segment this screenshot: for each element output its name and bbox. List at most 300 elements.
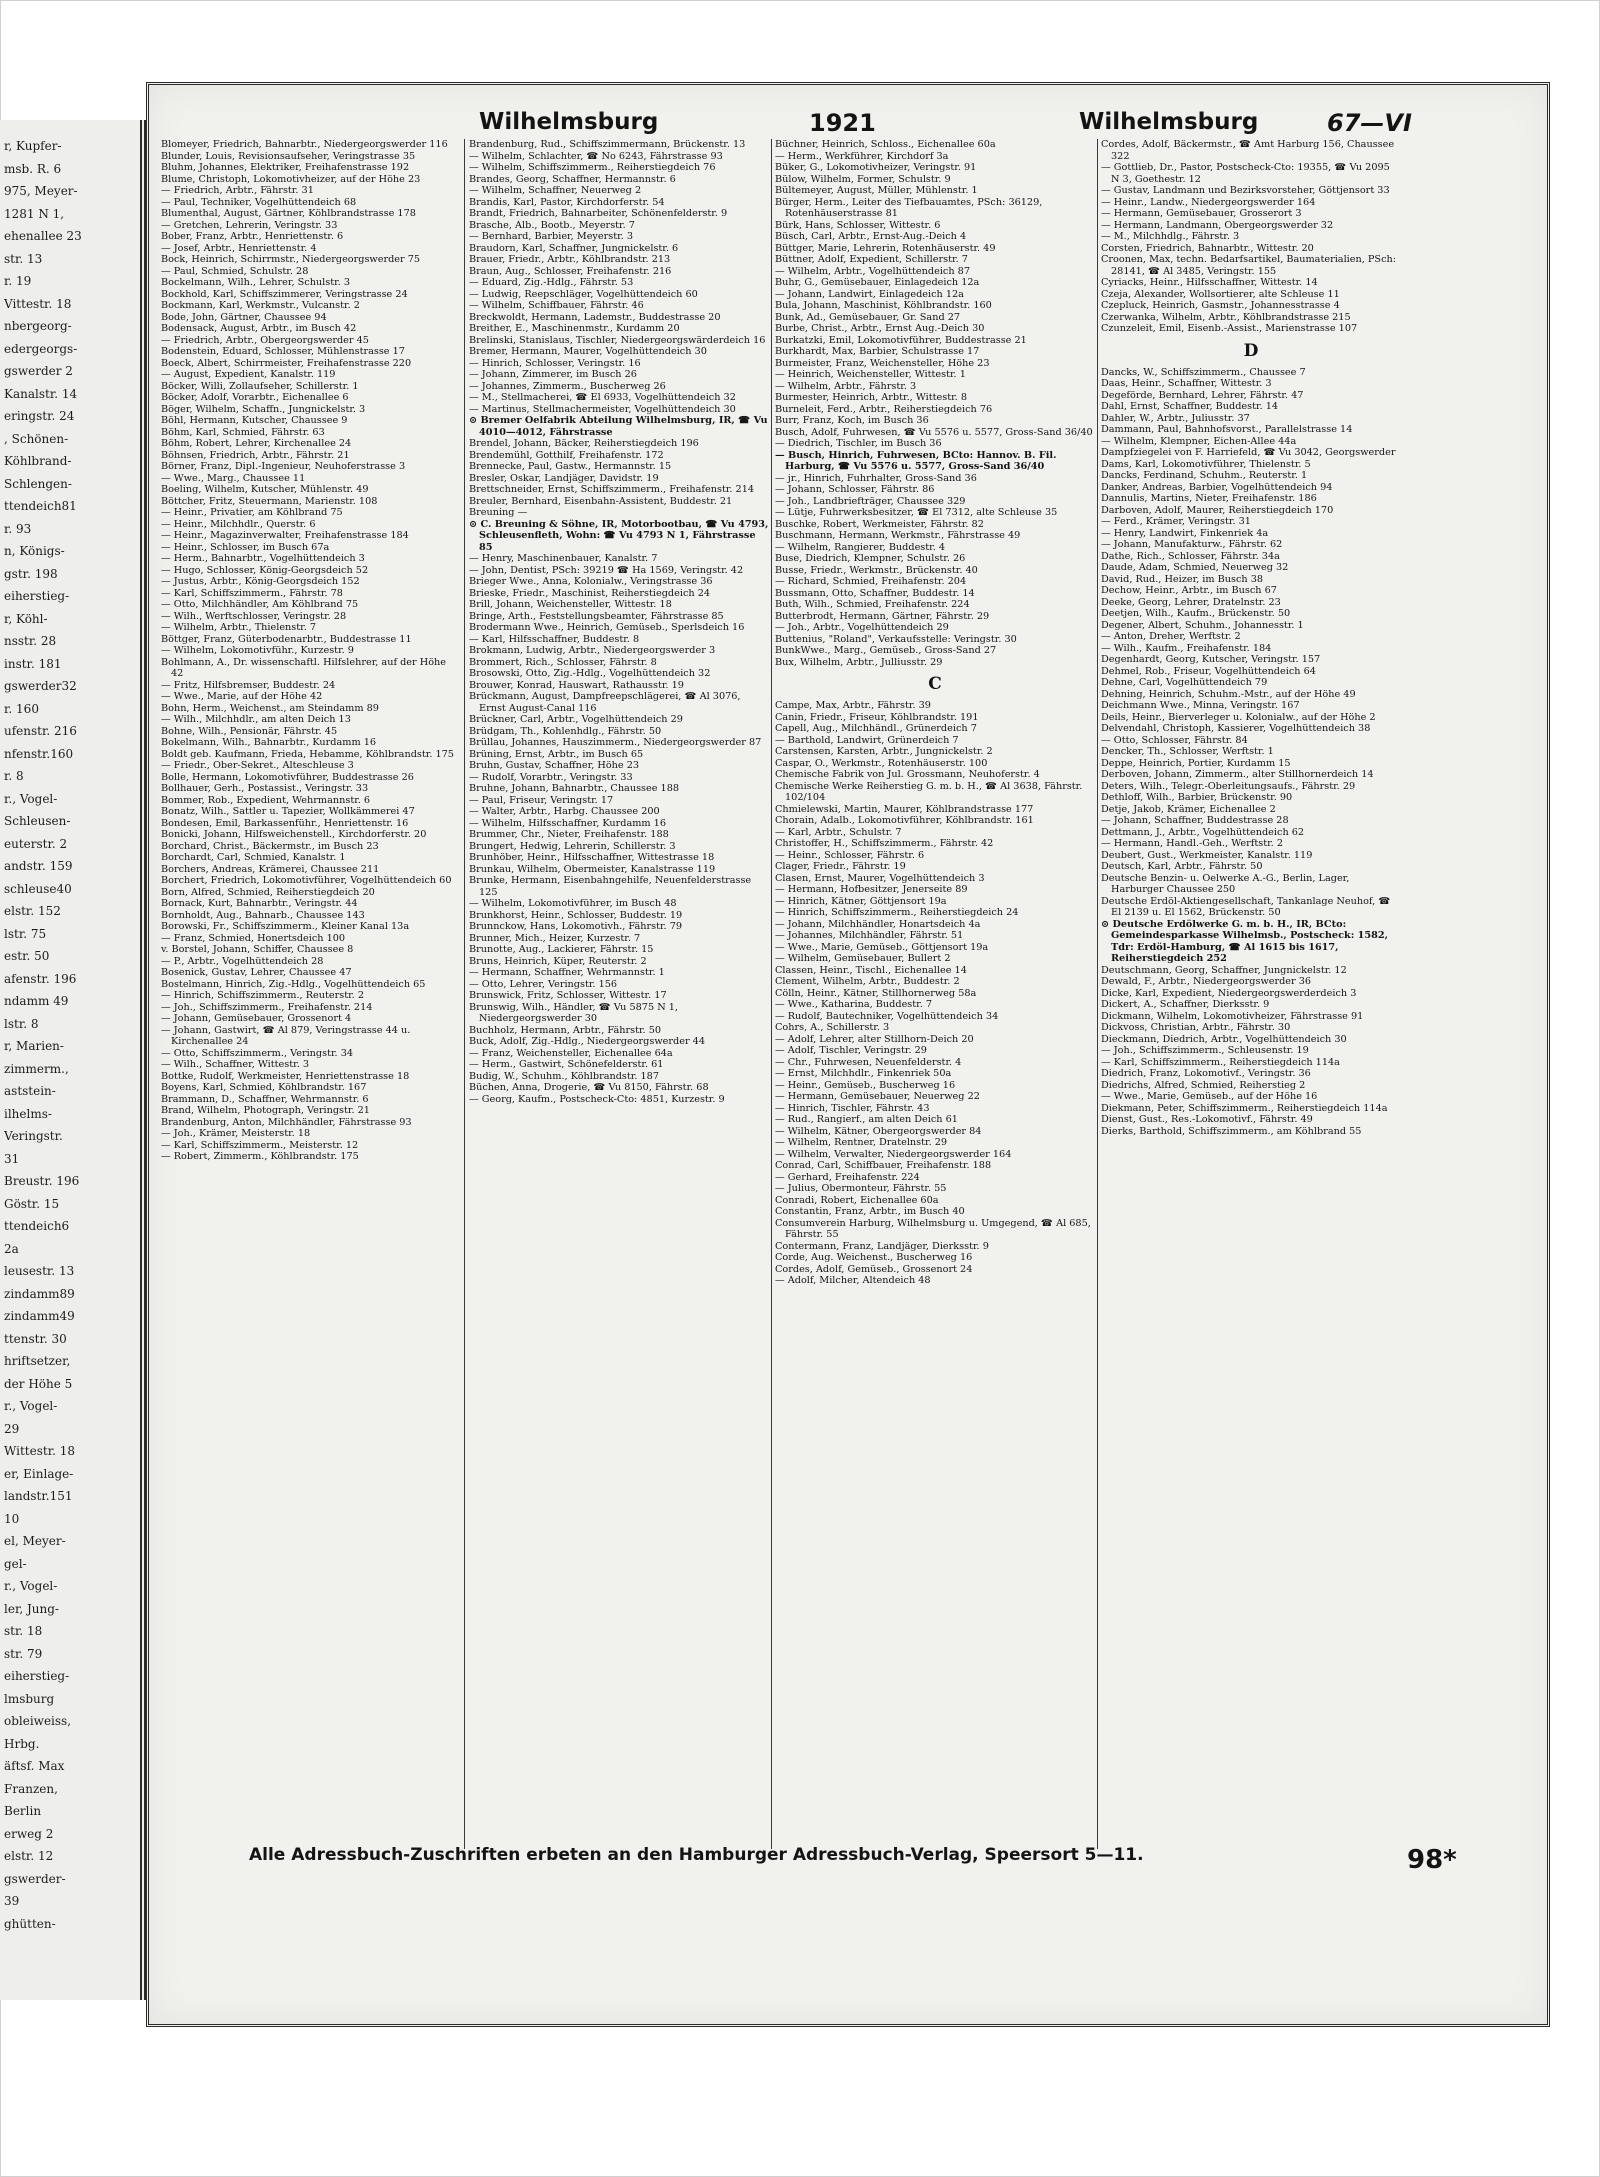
directory-entry: Bottke, Rudolf, Werkmeister, Henriettenstrasse 18 — [161, 1070, 410, 1082]
left-page-fragment: ttenstr. 30 — [4, 1331, 67, 1346]
directory-entry: Bussmann, Otto, Schaffner, Buddestr. 14 — [775, 587, 975, 599]
left-page-fragment: Kanalstr. 14 — [4, 386, 78, 401]
left-page-fragment: ndamm 49 — [4, 994, 69, 1008]
directory-entry: Brand, Wilhelm, Photograph, Veringstr. 21 — [161, 1105, 370, 1116]
directory-entry: — Busch, Hinrich, Fuhrwesen, BCto: Hannov. B. Fil. Harburg, ☎ Vu 5576 u. 5577, Gross-Sand 36/40 — [775, 449, 1057, 472]
directory-entry: — Johannes, Milchhändler, Fährstr. 51 — [775, 930, 964, 941]
left-page-fragment: zindamm89 — [4, 1286, 75, 1301]
directory-entry: — Hermann, Gemüsebauer, Grosserort 3 — [1101, 208, 1302, 219]
left-page-fragment: r. 160 — [4, 701, 39, 716]
directory-entry: Corsten, Friedrich, Bahnarbtr., Wittestr. 20 — [1101, 242, 1314, 254]
directory-entry: Croonen, Max, techn. Bedarfsartikel, Baumaterialien, PSch: 28141, ☎ Al 3485, Veringstr. 155 — [1101, 254, 1396, 277]
directory-entry: Deils, Heinr., Bierverleger u. Kolonialw., auf der Höhe 2 — [1101, 711, 1376, 723]
directory-entry: Dannulis, Martins, Nieter, Freihafenstr. 186 — [1101, 493, 1317, 504]
left-page-fragment: gstr. 198 — [4, 566, 58, 581]
directory-entry: Degenhardt, Georg, Kutscher, Veringstr. 157 — [1101, 654, 1321, 665]
column-divider — [464, 139, 465, 1849]
directory-entry: Dancks, Ferdinand, Schuhm., Reuterstr. 1 — [1101, 470, 1308, 481]
left-page-fragment: n, Königs- — [4, 544, 65, 558]
directory-entry: Brandenburg, Anton, Milchhändler, Fährstrasse 93 — [161, 1116, 412, 1128]
directory-entry: — Wilhelm, Klempner, Eichen-Allee 44a — [1101, 435, 1297, 447]
directory-entry: Detje, Jakob, Krämer, Eichenallee 2 — [1101, 803, 1276, 815]
directory-entry: — Otto, Schlosser, Fährstr. 84 — [1101, 734, 1248, 746]
directory-entry: Deutsch, Karl, Arbtr., Fährstr. 50 — [1101, 861, 1263, 872]
directory-entry: Bohne, Wilh., Pensionär, Fährstr. 45 — [161, 725, 338, 737]
directory-entry: Carstensen, Karsten, Arbtr., Jungnickelstr. 2 — [775, 746, 993, 757]
directory-entry: Buschke, Robert, Werkmeister, Fährstr. 82 — [775, 518, 984, 530]
directory-entry: — Heinr., Schlosser, Fährstr. 6 — [775, 849, 925, 861]
directory-entry: Burkhardt, Max, Barbier, Schulstrasse 17 — [775, 346, 980, 357]
left-page-fragment: ilhelms- — [4, 1106, 52, 1121]
directory-entry: Bruhne, Johann, Bahnarbtr., Chaussee 188 — [469, 783, 680, 794]
left-page-fragment: lstr. 75 — [4, 926, 47, 941]
directory-entry: — P., Arbtr., Vogelhüttendeich 28 — [161, 955, 324, 967]
directory-entry: Budig, W., Schuhm., Köhlbrandstr. 187 — [469, 1070, 659, 1082]
left-page-fragment: msb. R. 6 — [4, 161, 62, 176]
directory-entry: — Hinrich, Kätner, Göttjensort 19a — [775, 895, 947, 907]
left-page-fragment: r., Vogel- — [4, 1579, 58, 1593]
directory-entry: Brunswig, Wilh., Händler, ☎ Vu 5875 N 1, Niedergeorgswerder 30 — [469, 1001, 679, 1024]
directory-entry: — Otto, Lehrer, Veringstr. 156 — [469, 978, 618, 990]
directory-entry: — Johann, Schaffner, Buddestrasse 28 — [1101, 815, 1289, 826]
header-place-right: Wilhelmsburg — [1079, 109, 1259, 135]
directory-entry: Brüllau, Johannes, Hauszimmerm., Niedergeorgswerder 87 — [469, 737, 762, 748]
column-divider — [771, 139, 772, 1849]
directory-entry: — Heinr., Privatier, am Köhlbrand 75 — [161, 507, 343, 518]
directory-entry: — Wwe., Marg., Chaussee 11 — [161, 472, 306, 484]
directory-entry: — Paul, Friseur, Veringstr. 17 — [469, 794, 614, 806]
directory-entry: — Hermann, Hofbesitzer, Jenerseite 89 — [775, 884, 968, 895]
directory-entry: — Friedrich, Arbtr., Obergeorgswerder 45 — [161, 334, 369, 346]
directory-entry: Brüdgam, Th., Kohlenhdlg., Fährstr. 50 — [469, 725, 662, 737]
directory-entry: Deichmann Wwe., Minna, Veringstr. 167 — [1101, 700, 1300, 711]
directory-entry: — Wilhelm, Gemüsebauer, Bullert 2 — [775, 953, 951, 964]
directory-entry: — Herm., Bahnarbtr., Vogelhüttendeich 3 — [161, 553, 365, 564]
left-page-fragment: äftsf. Max — [4, 1759, 65, 1773]
left-page-fragment: gswerder- — [4, 1871, 66, 1886]
left-page-fragment: eiherstieg- — [4, 589, 70, 603]
directory-entry: Bültemeyer, August, Müller, Mühlenstr. 1 — [775, 185, 978, 196]
directory-entry: Bode, John, Gärtner, Chaussee 94 — [161, 311, 327, 323]
left-page-fragment: nsstr. 28 — [4, 634, 57, 648]
directory-entry: Brelinski, Stanislaus, Tischler, Niedergeorgswärderdeich 16 — [469, 334, 766, 346]
directory-entry: BunkWwe., Marg., Gemüseb., Gross-Sand 27 — [775, 645, 997, 656]
directory-entry: — Wilhelm, Verwalter, Niedergeorgswerder 164 — [775, 1148, 1012, 1160]
directory-entry: Dampfziegelei von F. Harriefeld, ☎ Vu 3042, Georgswerder — [1101, 447, 1396, 458]
directory-entry: Brennecke, Paul, Gastw., Hermannstr. 15 — [469, 461, 672, 472]
directory-entry: — Hinrich, Schiffszimmerm., Reuterstr. 2 — [161, 990, 364, 1001]
directory-entry: Burmeister, Franz, Weichensteller, Höhe 23 — [775, 357, 990, 369]
directory-entry: — Henry, Maschinenbauer, Kanalstr. 7 — [469, 553, 658, 564]
directory-entry: Daude, Adam, Schmied, Neuerweg 32 — [1101, 562, 1289, 573]
left-page-fragment: Berlin — [4, 1804, 42, 1818]
directory-entry: — Gerhard, Freihafenstr. 224 — [775, 1171, 920, 1183]
directory-entry: Böhl, Hermann, Kutscher, Chaussee 9 — [161, 415, 348, 426]
directory-column-1 — [161, 139, 461, 1849]
directory-entry: Cordes, Adolf, Bäckermstr., ☎ Amt Harburg 156, Chaussee 322 — [1101, 139, 1395, 162]
directory-entry: — Karl, Schiffszimmerm., Reiherstiegdeich 114a — [1101, 1056, 1340, 1068]
directory-entry: Brückmann, August, Dampfreepschlägerei, ☎ Al 3076, Ernst August-Canal 116 — [469, 691, 741, 714]
left-page-fragment: str. 18 — [4, 1624, 43, 1638]
directory-entry: — Herm., Gastwirt, Schönefelderstr. 61 — [469, 1059, 664, 1070]
left-page-fragment: hriftsetzer, — [4, 1354, 71, 1368]
left-page-fragment: 2a — [4, 1241, 19, 1256]
directory-column-2 — [469, 139, 769, 1849]
directory-entry: Dickvoss, Christian, Arbtr., Fährstr. 30 — [1101, 1022, 1291, 1033]
directory-entry: Böhm, Karl, Schmied, Fährstr. 63 — [161, 426, 325, 438]
directory-entry: — Ludwig, Reepschläger, Vogelhüttendeich 60 — [469, 288, 698, 300]
directory-entry: — Josef, Arbtr., Henriettenstr. 4 — [161, 242, 317, 254]
directory-entry: Constantin, Franz, Arbtr., im Busch 40 — [775, 1206, 965, 1217]
directory-entry: Classen, Heinr., Tischl., Eichenallee 14 — [775, 964, 967, 976]
directory-entry: Christoffer, H., Schiffszimmerm., Fährstr. 42 — [775, 838, 994, 849]
directory-entry: — Julius, Obermonteur, Fährstr. 55 — [775, 1183, 947, 1194]
left-page-fragment: el, Meyer- — [4, 1534, 66, 1548]
left-page-fragment: r., Vogel- — [4, 791, 58, 806]
directory-entry: — Karl, Hilfsschaffner, Buddestr. 8 — [469, 633, 640, 645]
directory-entry: — Paul, Schmied, Schulstr. 28 — [161, 265, 309, 277]
directory-entry: — Wilhelm, Schaffner, Neuerweg 2 — [469, 185, 642, 196]
directory-entry: — Johann, Milchhändler, Honartsdeich 4a — [775, 918, 981, 930]
directory-entry: Czepluck, Heinrich, Gasmstr., Johannesstrasse 4 — [1101, 300, 1340, 311]
section-letter: D — [1243, 340, 1259, 361]
directory-entry: Böger, Wilhelm, Schaffn., Jungnickelstr. 3 — [161, 403, 366, 415]
directory-entry: — M., Milchhdlg., Fährstr. 3 — [1101, 231, 1240, 242]
directory-entry: — Lütje, Fuhrwerksbesitzer, ☎ El 7312, alte Schleuse 35 — [775, 507, 1058, 518]
directory-entry: Borchard, Christ., Bäckermstr., im Busch 23 — [161, 840, 379, 852]
directory-entry: — Johann, Gemüsebauer, Grossenort 4 — [161, 1013, 352, 1024]
directory-entry: — Hermann, Gemüsebauer, Neuerweg 22 — [775, 1091, 980, 1102]
directory-entry: Deeke, Georg, Lehrer, Dratelnstr. 23 — [1101, 596, 1281, 608]
directory-entry: — Bernhard, Barbier, Meyerstr. 3 — [469, 231, 634, 242]
directory-entry: Bruhn, Gustav, Schaffner, Höhe 23 — [469, 760, 640, 771]
directory-entry: Brunke, Hermann, Eisenbahngehilfe, Neuenfelderstrasse 125 — [469, 875, 752, 898]
directory-entry: Dienst, Gust., Res.-Lokomotivf., Fährstr. 49 — [1101, 1114, 1313, 1125]
left-page-fragment: Wittestr. 18 — [4, 1444, 76, 1458]
left-page-fragment: ttendeich6 — [4, 1219, 70, 1233]
directory-entry: Brendemühl, Gotthilf, Freihafenstr. 172 — [469, 449, 664, 461]
directory-entry: — Franz, Weichensteller, Eichenallee 64a — [469, 1047, 673, 1059]
directory-entry: v. Borstel, Johann, Schiffer, Chaussee 8 — [161, 944, 354, 955]
directory-entry: — Georg, Kaufm., Postscheck-Cto: 4851, Kurzestr. 9 — [469, 1093, 725, 1105]
left-page-fragment: zimmerm., — [4, 1061, 69, 1076]
directory-entry: Deppe, Heinrich, Portier, Kurdamm 15 — [1101, 757, 1291, 769]
directory-entry: Bostelmann, Hinrich, Zig.-Hdlg., Vogelhüttendeich 65 — [161, 978, 426, 990]
directory-entry: — Joh., Krämer, Meisterstr. 18 — [161, 1128, 311, 1139]
directory-entry: Conrad, Carl, Schiffbauer, Freihafenstr. 188 — [775, 1160, 992, 1171]
directory-entry: Brunnckow, Hans, Lokomotivh., Fährstr. 79 — [469, 921, 683, 932]
left-page-fragment: , Schönen- — [4, 431, 69, 446]
directory-entry: Bock, Heinrich, Schirrmstr., Niedergeorgswerder 75 — [161, 254, 421, 265]
directory-entry: Börner, Franz, Dipl.-Ingenieur, Neuhoferstrasse 3 — [161, 461, 406, 472]
directory-entry: — Joh., Schiffszimmerm., Schleusenstr. 19 — [1101, 1045, 1309, 1056]
directory-entry: — Wilhelm, Schlachter, ☎ No 6243, Fährstrasse 93 — [469, 150, 723, 162]
directory-entry: Czerwanka, Wilhelm, Arbtr., Köhlbrandstrasse 215 — [1101, 311, 1351, 323]
directory-entry: Brunotte, Aug., Lackierer, Fährstr. 15 — [469, 944, 654, 955]
directory-entry: Capell, Aug., Milchhändl., Grünerdeich 7 — [775, 723, 977, 734]
directory-entry: — Wilhelm, Schiffszimmerm., Reiherstiegdeich 76 — [469, 162, 716, 173]
directory-entry: Böcker, Willi, Zollaufseher, Schillerstr. 1 — [161, 380, 359, 392]
directory-entry: Buse, Diedrich, Klempner, Schulstr. 26 — [775, 553, 966, 564]
directory-entry: Bürk, Hans, Schlosser, Wittestr. 6 — [775, 219, 941, 231]
left-page-fragment: ghütten- — [4, 1916, 56, 1931]
directory-entry: Buttenius, "Roland", Verkaufsstelle: Veringstr. 30 — [775, 633, 1017, 645]
left-page-fragment: r. 8 — [4, 769, 24, 783]
directory-entry: Cyriacks, Heinr., Hilfsschaffner, Wittestr. 14 — [1101, 277, 1318, 288]
directory-entry: Bolle, Hermann, Lokomotivführer, Buddestrasse 26 — [161, 771, 414, 783]
directory-entry: — Heinr., Schlosser, im Busch 67a — [161, 541, 330, 553]
directory-entry: Burkatzki, Emil, Lokomotivführer, Buddestrasse 21 — [775, 334, 1027, 346]
directory-entry: Deutschmann, Georg, Schaffner, Jungnickelstr. 12 — [1101, 964, 1347, 976]
directory-entry: — Wilhelm, Arbtr., Thielenstr. 7 — [161, 622, 317, 633]
directory-entry: Canin, Friedr., Friseur, Köhlbrandstr. 191 — [775, 711, 979, 723]
directory-entry: Breither, E., Maschinenmstr., Kurdamm 20 — [469, 323, 680, 334]
left-page-fragment: gel- — [4, 1556, 27, 1571]
directory-entry: — Wilhelm, Lokomotivführer, im Busch 48 — [469, 898, 677, 909]
left-page-fragment: euterstr. 2 — [4, 836, 68, 851]
directory-entry: — Wwe., Marie, Gemüseb., auf der Höhe 16 — [1101, 1091, 1318, 1102]
left-page-fragment: r. 19 — [4, 274, 32, 288]
directory-entry: — Hinrich, Schlosser, Veringstr. 16 — [469, 357, 641, 369]
left-page-fragment: lmsburg — [4, 1691, 55, 1706]
directory-entry: Bremer, Hermann, Maurer, Vogelhüttendeich 30 — [469, 346, 707, 357]
directory-entry: Buth, Wilh., Schmied, Freihafenstr. 224 — [775, 599, 970, 610]
directory-entry: Darboven, Adolf, Maurer, Reiherstiegdeich 170 — [1101, 504, 1334, 516]
directory-entry: Buschmann, Hermann, Werkmstr., Fährstrasse 49 — [775, 530, 1021, 541]
directory-entry: Bosenick, Gustav, Lehrer, Chaussee 47 — [161, 967, 352, 978]
directory-entry: Büttner, Adolf, Expedient, Schillerstr. 7 — [775, 254, 968, 265]
directory-entry: Dewald, F., Arbtr., Niedergeorgswerder 36 — [1101, 976, 1312, 987]
directory-entry: Diedrich, Franz, Lokomotivf., Veringstr. 36 — [1101, 1068, 1311, 1079]
left-page-fragment: instr. 181 — [4, 656, 62, 671]
left-page-fragment: 39 — [4, 1894, 20, 1908]
left-page-fragment: elstr. 152 — [4, 904, 61, 918]
directory-entry: — Hermann, Landmann, Obergeorgswerder 32 — [1101, 219, 1334, 231]
directory-entry: Böhm, Robert, Lehrer, Kirchenallee 24 — [161, 438, 352, 449]
directory-entry: Bula, Johann, Maschinist, Köhlbrandstr. 160 — [775, 300, 992, 311]
header-page-ref: 67—VI — [1327, 109, 1412, 137]
directory-entry: Corde, Aug. Weichenst., Buscherweg 16 — [775, 1252, 973, 1263]
left-page-fragment: nfenstr.160 — [4, 746, 74, 761]
directory-entry: Deters, Wilh., Telegr.-Oberleitungsaufs., Fährstr. 29 — [1101, 780, 1356, 792]
directory-entry: Dechow, Heinr., Arbtr., im Busch 67 — [1101, 585, 1277, 596]
section-letter: C — [928, 674, 942, 694]
directory-entry: — Karl, Arbtr., Schulstr. 7 — [775, 826, 902, 838]
directory-entry: Dams, Karl, Lokomotivführer, Thielenstr. 5 — [1101, 458, 1311, 470]
directory-entry: — Friedrich, Arbtr., Fährstr. 31 — [161, 185, 314, 196]
left-page-fragment: ufenstr. 216 — [4, 724, 77, 738]
left-page-fragment: 10 — [4, 1511, 20, 1526]
directory-entry: — Wilh., Werftschlosser, Veringstr. 28 — [161, 610, 347, 622]
directory-entry: Boeck, Albert, Schirrmeister, Freihafenstrasse 220 — [161, 357, 412, 369]
directory-entry: — Wilhelm, Rangierer, Buddestr. 4 — [775, 541, 946, 553]
directory-entry: — Hinrich, Schiffszimmerm., Reiherstiegdeich 24 — [775, 907, 1019, 918]
directory-entry: — Karl, Schiffszimmerm., Fährstr. 78 — [161, 587, 343, 599]
header-year: 1921 — [809, 109, 876, 137]
directory-entry: — Wilhelm, Kätner, Obergeorgswerder 84 — [775, 1125, 982, 1137]
directory-entry: — M., Stellmacherei, ☎ El 6933, Vogelhüttendeich 32 — [469, 392, 736, 403]
directory-entry: Burneleit, Ferd., Arbtr., Reiherstiegdeich 76 — [775, 403, 993, 415]
directory-entry: — Hinrich, Tischler, Fährstr. 43 — [775, 1102, 930, 1114]
directory-entry: Buhr, G., Gemüsebauer, Einlagedeich 12a — [775, 277, 980, 288]
directory-entry: Böhnsen, Friedrich, Arbtr., Fährstr. 21 — [161, 449, 350, 461]
directory-entry: — Adolf, Tischler, Veringstr. 29 — [775, 1045, 927, 1056]
header-place-left: Wilhelmsburg — [479, 109, 659, 135]
directory-entry: Dahl, Ernst, Schaffner, Buddestr. 14 — [1101, 401, 1279, 412]
directory-entry: Bockelmann, Wilh., Lehrer, Schulstr. 3 — [161, 277, 351, 288]
directory-entry: Dickert, A., Schaffner, Dierksstr. 9 — [1101, 999, 1270, 1010]
left-page-fragment: erweg 2 — [4, 1826, 54, 1841]
directory-entry: Dencker, Th., Schlosser, Werftstr. 1 — [1101, 746, 1274, 757]
directory-entry: — Johannes, Zimmerm., Buscherweg 26 — [469, 380, 666, 392]
directory-entry: Deetjen, Wilh., Kaufm., Brückenstr. 50 — [1101, 608, 1291, 619]
directory-entry: — Adolf, Milcher, Altendeich 48 — [775, 1275, 931, 1286]
directory-entry: Boldt geb. Kaufmann, Frieda, Hebamme, Köhlbrandstr. 175 — [161, 748, 454, 760]
directory-entry: — Johann, Landwirt, Einlagedeich 12a — [775, 288, 964, 300]
directory-entry: Bresler, Oskar, Landjäger, Davidstr. 19 — [469, 472, 659, 484]
left-page-fragment: schleuse40 — [4, 881, 72, 896]
directory-entry: — Heinr., Landw., Niedergeorgswerder 164 — [1101, 196, 1316, 208]
left-page-fragment: Franzen, — [4, 1781, 58, 1796]
directory-entry: — Martinus, Stellmachermeister, Vogelhüttendeich 30 — [469, 403, 736, 415]
left-page-fragment: 1281 N 1, — [4, 206, 65, 221]
directory-entry: — Joh., Landbriefträger, Chaussee 329 — [775, 495, 966, 507]
directory-entry: Bondesen, Emil, Barkassenführ., Henriettenstr. 16 — [161, 817, 409, 829]
directory-entry: — Wilh., Schaffner, Wittestr. 3 — [161, 1059, 310, 1070]
left-page-fragment: r, Marien- — [4, 1039, 64, 1053]
page-header — [149, 85, 1547, 145]
directory-entry: Cordes, Adolf, Gemüseb., Grossenort 24 — [775, 1263, 973, 1275]
directory-entry: Diedrichs, Alfred, Schmied, Reiherstieg 2 — [1101, 1079, 1306, 1091]
directory-entry: Brüning, Ernst, Arbtr., im Busch 65 — [469, 748, 644, 760]
directory-entry: — Franz, Schmied, Honertsdeich 100 — [161, 932, 346, 944]
left-page-fragment: 31 — [4, 1151, 20, 1166]
directory-entry: Burbe, Christ., Arbtr., Ernst Aug.-Deich 30 — [775, 323, 985, 334]
directory-entry: Czunzeleit, Emil, Eisenb.-Assist., Marienstrasse 107 — [1101, 323, 1358, 334]
directory-entry: — Walter, Arbtr., Harbg. Chaussee 200 — [469, 806, 660, 817]
directory-entry: — Rudolf, Bautechniker, Vogelhüttendeich 34 — [775, 1010, 999, 1022]
directory-entry: — Wilhelm, Lokomotivführ., Kurzestr. 9 — [161, 645, 354, 656]
directory-entry: — jr., Hinrich, Fuhrhalter, Gross-Sand 36 — [775, 472, 977, 484]
directory-entry: Bunk, Ad., Gemüsebauer, Gr. Sand 27 — [775, 311, 961, 323]
directory-entry: — Paul, Techniker, Vogelhüttendeich 68 — [161, 196, 357, 208]
left-page-fragment: andstr. 159 — [4, 859, 73, 873]
directory-entry: Böttger, Franz, Güterbodenarbtr., Buddestrasse 11 — [161, 633, 412, 645]
directory-entry: — Johann, Gastwirt, ☎ Al 879, Veringstrasse 44 u. Kirchenallee 24 — [161, 1024, 411, 1047]
directory-entry: — Eduard, Zig.-Hdlg., Fährstr. 53 — [469, 277, 634, 288]
directory-entry: Blomeyer, Friedrich, Bahnarbtr., Niedergeorgswerder 116 — [161, 139, 448, 150]
left-page-fragment: 975, Meyer- — [4, 184, 78, 198]
directory-entry: — Joh., Arbtr., Vogelhüttendeich 29 — [775, 622, 949, 633]
directory-entry: — Otto, Schiffszimmerm., Veringstr. 34 — [161, 1047, 354, 1059]
directory-entry: — Friedr., Ober-Sekret., Alteschleuse 3 — [161, 760, 354, 771]
directory-entry: Deutsche Benzin- u. Oelwerke A.-G., Berlin, Lager, Harburger Chaussee 250 — [1101, 872, 1350, 895]
left-page-fragment: Schleusen- — [4, 814, 71, 828]
directory-column-3 — [775, 139, 1095, 1849]
directory-entry: Clasen, Ernst, Maurer, Vogelhüttendeich 3 — [775, 872, 985, 884]
directory-entry: Bockhold, Karl, Schiffszimmerer, Veringstrasse 24 — [161, 288, 408, 300]
directory-entry: Chmielewski, Martin, Maurer, Köhlbrandstrasse 177 — [775, 803, 1034, 815]
directory-entry: Brunner, Mich., Heizer, Kurzestr. 7 — [469, 932, 641, 944]
directory-entry: Bollhauer, Gerh., Postassist., Veringstr. 33 — [161, 783, 369, 794]
directory-entry: Dierks, Barthold, Schiffszimmerm., am Köhlbrand 55 — [1101, 1125, 1362, 1137]
directory-entry: — Chr., Fuhrwesen, Neuenfelderstr. 4 — [775, 1056, 962, 1068]
directory-entry: Derboven, Johann, Zimmerm., alter Stillhornerdeich 14 — [1101, 769, 1374, 780]
directory-entry: Bruns, Heinrich, Küper, Reuterstr. 2 — [469, 955, 647, 967]
directory-entry: Chemische Fabrik von Jul. Grossmann, Neuhoferstr. 4 — [775, 769, 1040, 780]
directory-entry: Büchen, Anna, Drogerie, ☎ Vu 8150, Fährstr. 68 — [469, 1082, 709, 1093]
directory-entry: Brauer, Friedr., Arbtr., Köhlbrandstr. 213 — [469, 254, 671, 265]
directory-entry: Braudorn, Karl, Schaffner, Jungnickelstr. 6 — [469, 242, 679, 254]
left-page-fragment: lstr. 8 — [4, 1016, 39, 1031]
directory-entry: — Wilh., Milchhdlr., am alten Deich 13 — [161, 714, 351, 725]
directory-entry: Dehning, Heinrich, Schuhm.-Mstr., auf der Höhe 49 — [1101, 688, 1356, 700]
left-page-fragment: leusestr. 13 — [4, 1264, 75, 1278]
directory-entry: Cohrs, A., Schillerstr. 3 — [775, 1022, 890, 1033]
directory-entry: Breckwoldt, Hermann, Lademstr., Buddestrasse 20 — [469, 311, 721, 323]
adjacent-left-page — [0, 120, 146, 2000]
directory-entry: Bonicki, Johann, Hilfsweichenstell., Kirchdorferstr. 20 — [161, 829, 427, 840]
left-page-fragment: Vittestr. 18 — [4, 296, 72, 311]
directory-entry: Böttcher, Fritz, Steuermann, Marienstr. 108 — [161, 495, 378, 507]
directory-entry: Brosowski, Otto, Zig.-Hdlg., Vogelhüttendeich 32 — [469, 668, 711, 679]
directory-entry: — Wilhelm, Rentner, Dratelnstr. 29 — [775, 1137, 948, 1148]
directory-entry: Brunkhorst, Heinr., Schlosser, Buddestr. 19 — [469, 909, 683, 921]
directory-entry: Brandt, Friedrich, Bahnarbeiter, Schönenfelderstr. 9 — [469, 208, 728, 219]
directory-entry: Dancks, W., Schiffszimmerm., Chaussee 7 — [1101, 366, 1306, 378]
directory-entry: Caspar, O., Werkmstr., Rotenhäuserstr. 100 — [775, 757, 988, 769]
directory-entry: Delvendahl, Christoph, Kassierer, Vogelhüttendeich 38 — [1101, 723, 1371, 734]
directory-entry: Born, Alfred, Schmied, Reiherstiegdeich 20 — [161, 886, 375, 898]
directory-entry: — Hermann, Schaffner, Wehrmannstr. 1 — [469, 967, 665, 978]
directory-entry: — Henry, Landwirt, Finkenriek 4a — [1101, 527, 1269, 539]
directory-entry: Brieger Wwe., Anna, Kolonialw., Veringstrasse 36 — [469, 576, 713, 587]
directory-entry: Clement, Wilhelm, Arbtr., Buddestr. 2 — [775, 976, 960, 987]
directory-entry: Bluhm, Johannes, Elektriker, Freihafenstrasse 192 — [161, 162, 410, 173]
directory-entry: Brokmann, Ludwig, Arbtr., Niedergeorgswerder 3 — [469, 645, 716, 656]
directory-entry: Brendel, Johann, Bäcker, Reiherstiegdeich 196 — [469, 438, 699, 449]
directory-entry: Brettschneider, Ernst, Schiffszimmerm., Freihafenstr. 214 — [469, 484, 755, 495]
left-page-fragment: eringstr. 24 — [4, 409, 75, 423]
directory-entry: — Johann, Schlosser, Fährstr. 86 — [775, 484, 935, 495]
left-page-fragment: er, Einlage- — [4, 1466, 74, 1481]
directory-entry: — Herm., Werkführer, Kirchdorf 3a — [775, 150, 949, 162]
directory-entry: Dieckmann, Diedrich, Arbtr., Vogelhüttendeich 30 — [1101, 1033, 1347, 1045]
directory-entry: — Ferd., Krämer, Veringstr. 31 — [1101, 516, 1251, 527]
directory-entry: Dicke, Karl, Expedient, Niedergeorgswerderdeich 3 — [1101, 987, 1357, 999]
directory-entry: — Wilhelm, Schiffbauer, Fährstr. 46 — [469, 300, 644, 311]
directory-entry: — August, Expedient, Kanalstr. 119 — [161, 369, 336, 380]
directory-entry: Büttger, Marie, Lehrerin, Rotenhäuserstr. 49 — [775, 242, 996, 254]
directory-entry: Bringe, Arth., Feststellungsbeamter, Fährstrasse 85 — [469, 610, 724, 622]
left-page-fragment: eiherstieg- — [4, 1669, 70, 1683]
directory-entry: Bürger, Herm., Leiter des Tiefbauamtes, PSch: 36129, Rotenhäuserstrasse 81 — [775, 196, 1043, 219]
directory-entry: — Diedrich, Tischler, im Busch 36 — [775, 438, 942, 449]
left-page-fragment: Schlengen- — [4, 476, 72, 491]
directory-entry: Brill, Johann, Weichensteller, Wittestr. 18 — [469, 599, 672, 610]
left-page-fragment: 29 — [4, 1421, 20, 1436]
directory-entry: Bommer, Rob., Expedient, Wehrmannstr. 6 — [161, 794, 371, 806]
directory-entry: Borchert, Friedrich, Lokomotivführer, Vogelhüttendeich 60 — [161, 875, 452, 886]
directory-entry: Brommert, Rich., Schlosser, Fährstr. 8 — [469, 656, 657, 668]
left-page-fragment: r, Köhl- — [4, 611, 48, 626]
directory-entry: — Anton, Dreher, Werftstr. 2 — [1101, 631, 1241, 642]
directory-entry: Buchholz, Hermann, Arbtr., Fährstr. 50 — [469, 1024, 662, 1036]
directory-entry: Brummer, Chr., Nieter, Freihafenstr. 188 — [469, 829, 669, 840]
directory-entry: Bornholdt, Aug., Bahnarb., Chaussee 143 — [161, 909, 365, 921]
directory-entry: Blume, Christoph, Lokomotivheizer, auf der Höhe 23 — [161, 173, 421, 185]
directory-entry: — Heinr., Gemüseb., Buscherweg 16 — [775, 1079, 956, 1091]
